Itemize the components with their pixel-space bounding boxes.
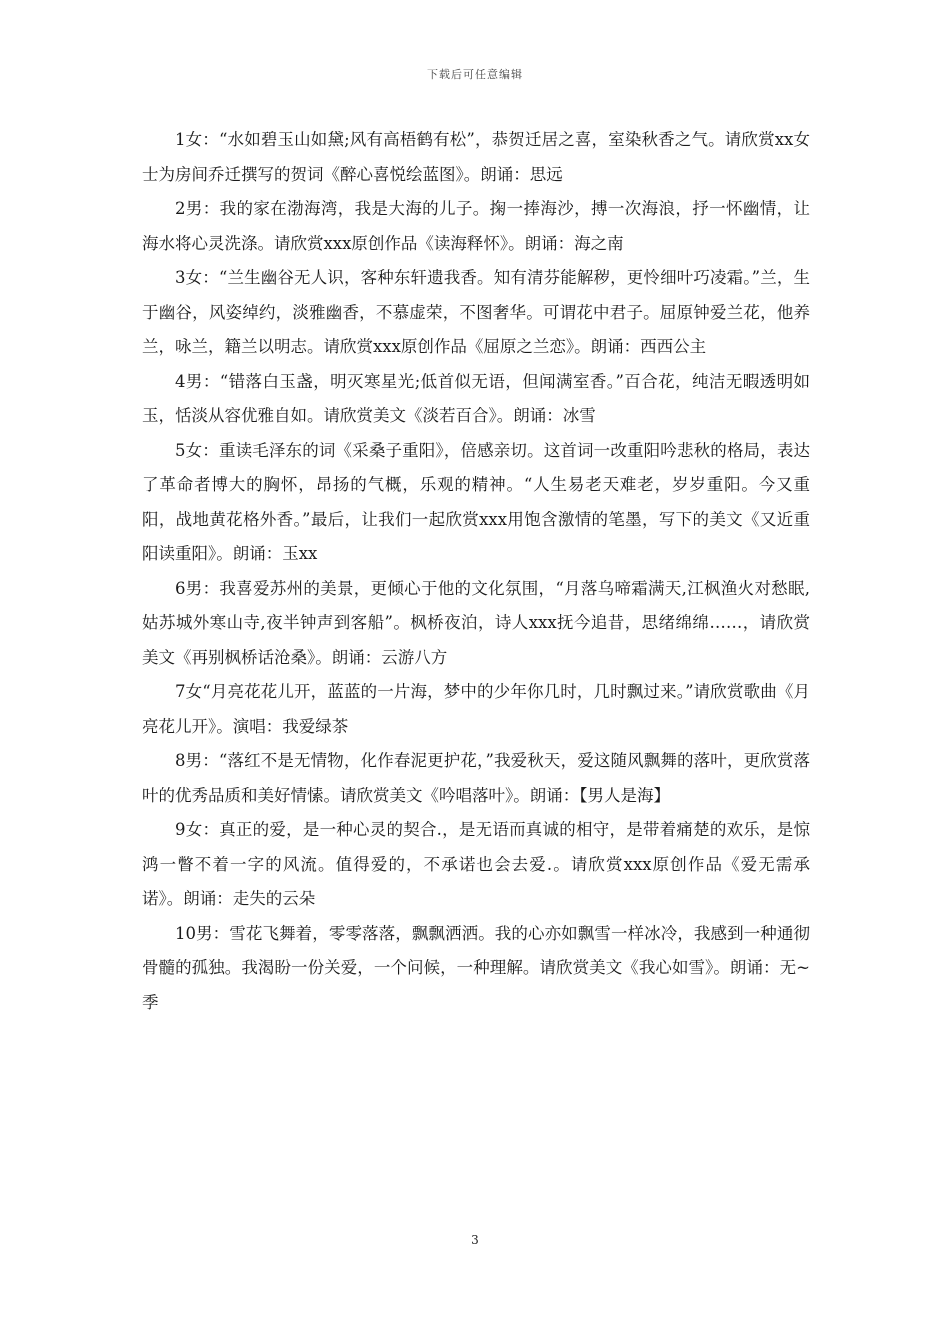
paragraph-1: 1女：“水如碧玉山如黛;风有高梧鹤有松”，恭贺迁居之喜，室染秋香之气。请欣赏xx女士为房间乔迁撰写的贺词《醉心喜悦绘蓝图》。朗诵：思远 xyxy=(142,130,810,184)
paragraph-5: 5女：重读毛泽东的词《采桑子重阳》，倍感亲切。这首词一改重阳吟悲秋的格局，表达了革命者博大的胸怀，昂扬的气概，乐观的精神。“人生易老天难老，岁岁重阳。今又重阳，战地黄花格外香。”最后，让我们一起欣赏xxx用饱含激情的笔墨，写下的美文《又近重阳读重阳》。朗诵：玉xx xyxy=(142,440,810,563)
paragraph-3: 3女：“兰生幽谷无人识，客种东轩遗我香。知有清芬能解秽，更怜细叶巧凌霜。”兰，生于幽谷，风姿绰约，淡雅幽香，不慕虚荣，不图奢华。可谓花中君子。屈原钟爱兰花，他养兰，咏兰，籍兰以明志。请欣赏xxx原创作品《屈原之兰恋》。朗诵：西西公主 xyxy=(142,268,810,356)
paragraph-4: 4男：“错落白玉盏，明灭寒星光;低首似无语，但闻满室香。”百合花，纯洁无暇透明如玉，恬淡从容优雅自如。请欣赏美文《淡若百合》。朗诵：冰雪 xyxy=(142,371,810,425)
page-number: 3 xyxy=(471,1233,479,1247)
paragraph-8: 8男：“落红不是无情物，化作春泥更护花，”我爱秋天，爱这随风飘舞的落叶，更欣赏落叶的优秀品质和美好情愫。请欣赏美文《吟唱落叶》。朗诵：【男人是海】 xyxy=(142,751,810,805)
paragraph-7: 7女“月亮花花儿开，蓝蓝的一片海，梦中的少年你几时，几时飘过来。”请欣赏歌曲《月亮花儿开》。演唱：我爱绿茶 xyxy=(142,682,810,736)
page-header: 下载后可任意编辑 xyxy=(427,68,523,81)
paragraph-6: 6男：我喜爱苏州的美景，更倾心于他的文化氛围，“月落乌啼霜满天,江枫渔火对愁眠,姑苏城外寒山寺,夜半钟声到客船”。枫桥夜泊，诗人xxx抚今追昔，思绪绵绵……，请欣赏美文《再别枫桥话沧桑》。朗诵：云游八方 xyxy=(142,578,810,667)
paragraph-9: 9女：真正的爱，是一种心灵的契合.，是无语而真诚的相守，是带着痛楚的欢乐，是惊鸿一瞥不着一字的风流。值得爱的，不承诺也会去爱.。请欣赏xxx原创作品《爱无需承诺》。朗诵：走失的云朵 xyxy=(142,820,810,908)
paragraph-2: 2男：我的家在渤海湾，我是大海的儿子。掬一捧海沙，搏一次海浪，抒一怀幽情，让海水将心灵洗涤。请欣赏xxx原创作品《读海释怀》。朗诵：海之南 xyxy=(142,199,810,253)
document-body xyxy=(142,123,810,1020)
paragraph-10: 10男：雪花飞舞着，零零落落，飘飘洒洒。我的心亦如飘雪一样冰冷，我感到一种通彻骨髓的孤独。我渴盼一份关爱，一个问候，一种理解。请欣赏美文《我心如雪》。朗诵：无~季 xyxy=(142,923,810,1012)
